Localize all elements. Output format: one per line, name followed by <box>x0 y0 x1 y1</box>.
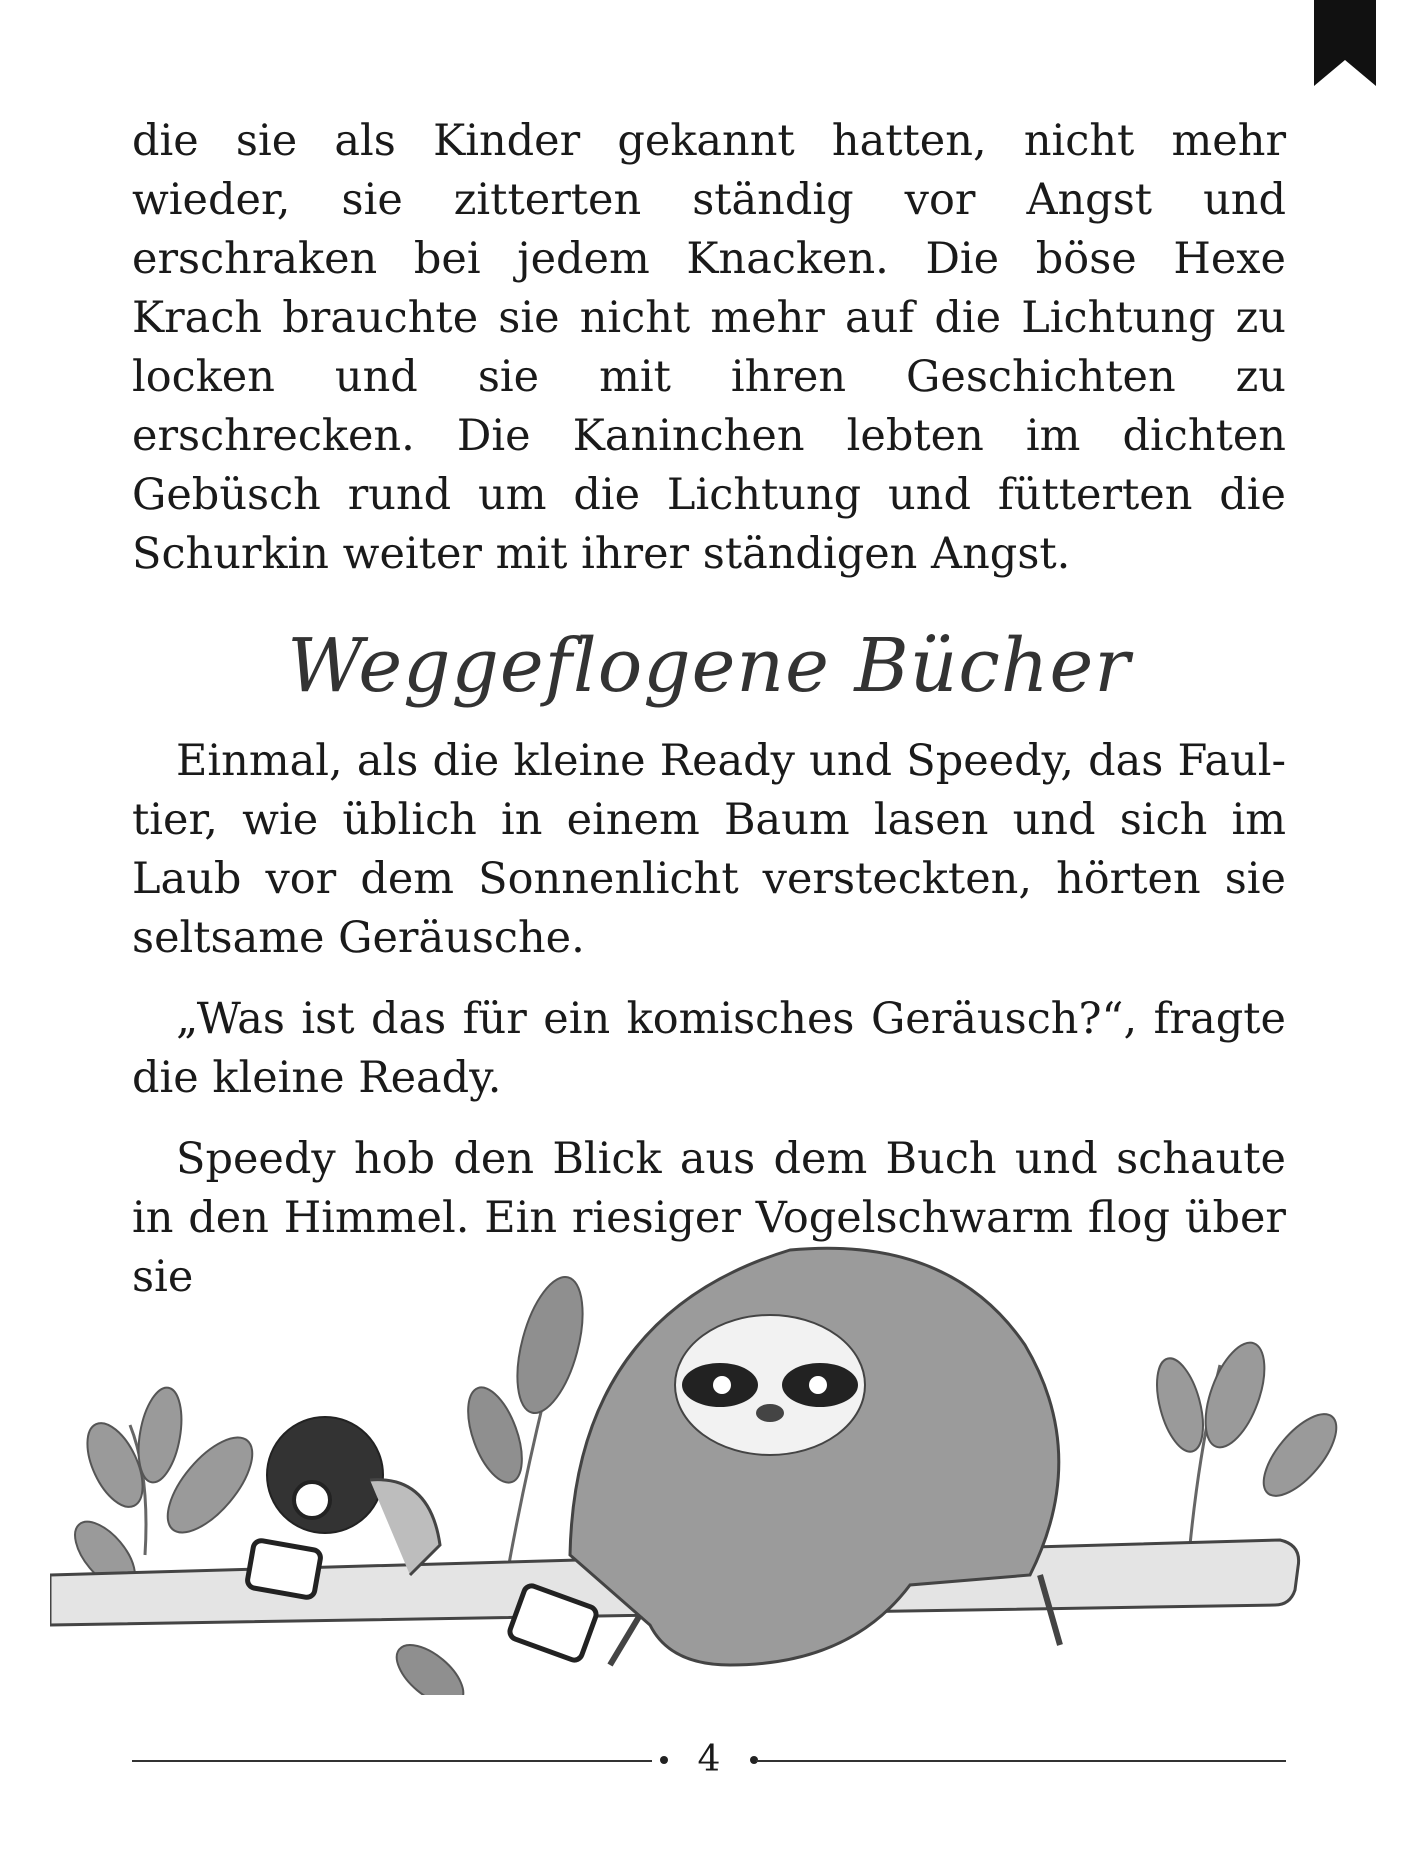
chapter-title: Weggeflogene Bücher <box>287 623 1131 709</box>
sloth-and-girl-illustration <box>50 1195 1354 1695</box>
footer-rule-right <box>756 1760 1286 1762</box>
page-number: 4 <box>697 1739 721 1780</box>
paragraph-1: Einmal, als die kleine Ready und Speedy, das Faultier, wie üblich in einem Baum lasen und sich im Laub vor dem Sonnenlicht versteckten, hörten sie seltsame Geräusche. <box>132 736 1286 963</box>
leaf-sprig-right <box>1148 1335 1349 1545</box>
leaf-sprig-left <box>64 1384 267 1598</box>
paragraph-continuation: die sie als Kinder gekannt hatten, nicht mehr wieder, sie zitterten ständig vor Angst und erschraken bei jedem Knacken. Die böse Hexe Krach brauchte sie nicht mehr auf die Lichtung zu locken und sie mit ihren Geschichten zu erschrecken. Die Kaninchen lebten im dichten Gebüsch rund um die Lichtung und fütterten die Schurkin weiter mit ihrer ständigen Angst. <box>132 116 1286 579</box>
page-text <box>132 112 1286 1307</box>
paragraph-3: Speedy hob den Blick aus dem Buch und schaute in den Himmel. Ein riesiger Vogelschwarm flog über sie <box>132 1134 1286 1302</box>
bookmark-icon[interactable] <box>1314 0 1376 86</box>
paragraph-2: „Was ist das für ein komisches Geräusch?“, fragte die kleine Ready. <box>132 994 1286 1103</box>
page-footer <box>132 1740 1286 1780</box>
